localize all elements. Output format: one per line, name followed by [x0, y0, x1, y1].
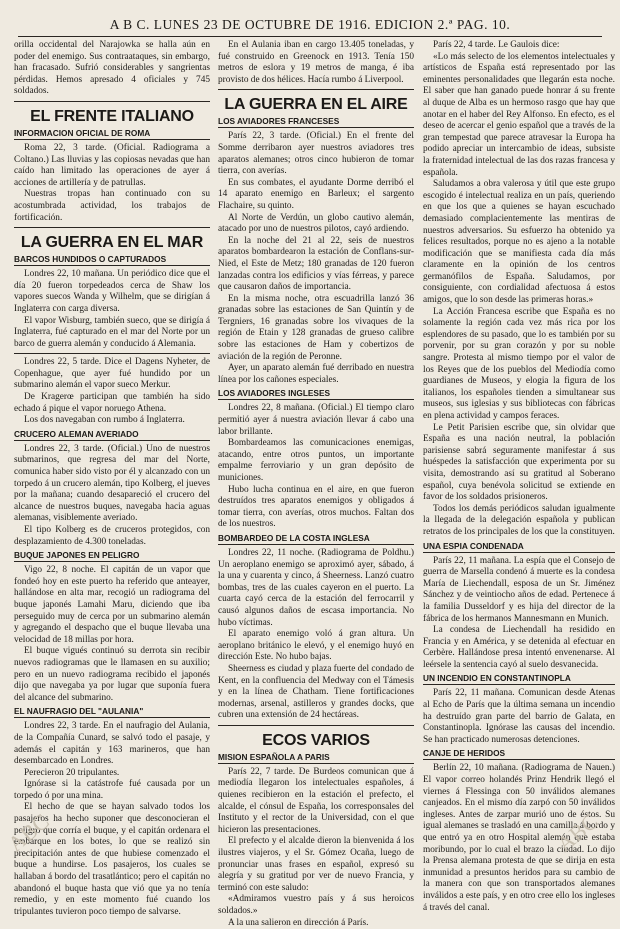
article-paragraph: Ayer, un aparato alemán fué derribado en nuestra línea por los cañones especiales.: [218, 363, 414, 385]
section-heading-guerra-mar: LA GUERRA EN EL MAR: [20, 234, 204, 252]
subheading: MISION ESPAÑOLA A PARIS: [218, 752, 414, 764]
article-paragraph: De Kragerœ participan que también ha sido echado á pique el vapor noruego Athena.: [14, 392, 210, 414]
column-3: [423, 40, 615, 913]
article-paragraph: Perecieron 20 tripulantes.: [24, 767, 120, 778]
article-paragraph: Ignórase si la catástrofe fué causada por un torpedo ó por una mina.: [14, 779, 210, 801]
subheading: EL NAUFRAGIO DEL "AULANIA": [14, 706, 210, 718]
article-paragraph: Bombardeamos las comunicaciones enemigas, atacando, entre otros puntos, un importante empalme ferroviario y un gran depósito de municiones.: [218, 438, 414, 483]
article-paragraph: «Lo más selecto de los elementos intelectuales y artísticos de España está representado por las eminentes personalidades que llegarán esta noche. El saber que han ganado puede honrar á su frente al duque de Alba es un hermoso rasgo que hay que anotar en el haber del Rey Alfonso. En efecto, es el deseo de acercar el genio español que a través de la gran tempestad que parece atravesar la Europa ha podido apreciar un intercambio de ideas, subsiste la fraternidad intelectual de las dos razas francesa y española.: [423, 51, 615, 178]
article-paragraph: Saludamos a obra valerosa y útil que este grupo escogido é intelectual realiza en un país, queriendo en que los que a quienes se hayan escuchado demasiado complacientemente las mentiras de nuestros adversarios. Su esfuerzo ha obtenido ya felices resultados, porque no es ajeno a la notable modificación que se manifiesta cada día más claramente en la opinión de los centros germanófilos de España. Saludamos, por consiguiente, con cordialidad afectuosa á estos amigos, que lo son desde las primeras horas.»: [423, 179, 615, 306]
article-paragraph: El vapor Wisburg, también sueco, que se dirigía á Inglaterra, fué capturado en el mar del Norte por un barco de guerra alemán y conducido á Alemania.: [14, 315, 210, 349]
article-paragraph: Londres 22, 3 tarde. (Oficial.) Uno de nuestros submarinos, que regresa del mar del Norte, comunica haber sido visto por él y alcanzado con un torpedo á un crucero alemán, tipo Kolberg, el jueves por la mañana; cuando desapareció el crucero del alcance de nuestros buques, navegaba hacia aguas alemanas, visiblemente averiado.: [14, 443, 210, 524]
article-paragraph: Londres 22, 11 noche. (Radiograma de Poldhu.) Un aeroplano enemigo se aproximó ayer, sábado, á la una y cuarenta y cinco, á Sheerness. Lanzó cuatro bombas, tres de las cuales cayeron en el puerto. La cuarta cayó cerca de la estación del ferrocarril y causó algunos daños de escasa importancia. No hubo víctimas.: [218, 547, 414, 628]
article-paragraph: Sheerness es ciudad y plaza fuerte del condado de Kent, en la confluencia del Medway con el Támesis y en la línea de Chatham. Tiene fortificaciones modernas, arsenal, astilleros y grandes docks, que cubren una extensión de 24 hectáreas.: [218, 663, 414, 721]
article-paragraph: Roma 22, 3 tarde. (Oficial. Radiograma a Coltano.) Las lluvias y las copiosas nevadas que han caído han limitado las operaciones de ayer á acciones de artillería y de patrullas.: [14, 142, 210, 188]
article-paragraph: En sus combates, el ayudante Dorme derribó el 14 aparato enemigo en Barleux; el sargento Flachaire, su quinto.: [218, 177, 414, 211]
article-paragraph: El aparato enemigo voló á gran altura. Un aeroplano británico le elevó, y el enemigo huyó en dirección Este. No hubo bajas.: [218, 629, 414, 663]
section-heading-guerra-aire: LA GUERRA EN EL AIRE: [224, 96, 408, 114]
article-paragraph: París 22, 7 tarde. De Burdeos comunican que á mediodía llegaron los intelectuales españoles, á quienes recibieron en la estación el prefecto, el alcalde, el cónsul de España, los corresponsales del Instituto y el rector de la Universidad, con el que hicieron las presentaciones.: [218, 766, 414, 835]
article-paragraph: París 22, 4 tarde. Le Gaulois dice:: [433, 40, 560, 50]
subheading: UN INCENDIO EN CONSTANTINOPLA: [423, 673, 615, 685]
article-paragraph: Londres 22, 3 tarde. En el naufragio del Aulania, de la Compañía Cunard, se salvó todo el pasaje, y además el capitán y 163 marineros, que han desembarcado en Londres.: [14, 721, 210, 767]
subheading: BARCOS HUNDIDOS O CAPTURADOS: [14, 254, 210, 266]
article-paragraph: «Admiramos vuestro país y á sus heroicos soldados.»: [218, 894, 414, 916]
article-paragraph: En el Aulania iban en cargo 13.405 toneladas, y fué construido en Greenock en 1913. Tenía 150 metros de eslora y 19 metros de manga, é iba provisto de dos hélices. Hacía rumbo á Liverpool.: [218, 40, 414, 85]
article-paragraph: Berlín 22, 10 mañana. (Radiograma de Nauen.) El vapor correo holandés Prinz Hendrik llegó el viernes á Flessinga con 50 inválidos alemanes canjeados. En el mismo día zarpó con 50 inválidos ingleses. Antes de zarpar murió uno de éstos. Su igual alemanes se trasladó en una camilla á bordo y que entró ya en otro Hospital alemán que estaba moribundo, por lo cual el brazo la ciudad. Lo dijo la Prensa alemana protesta de que se dirija en esta inmunidad a presuntos heridos para su cambio de la manera con que son transportados alemanes inválidos a este país, y en otro cree ello los ingleses á través del canal.: [423, 763, 615, 913]
divider: [14, 101, 210, 102]
article-paragraph: A la una salieron en dirección á París.: [228, 917, 369, 928]
column-1: [14, 40, 210, 917]
subheading: INFORMACION OFICIAL DE ROMA: [14, 128, 210, 140]
subheading: CANJE DE HERIDOS: [423, 748, 615, 760]
article-paragraph: La Acción Francesa escribe que España es no solamente la región cada vez más rica por los esplendores de su pasado, que lo es también por su porvenir, por su gran corazón y por su noble sangre. Protesta al mismo tiempo por el valor de los Reyes que de los pueblos del Mediodía como guardianes de Museos, y elogia la figura de los italianos, los españoles tienden a simultanear sus museos, sus iglesias y sus bibliotecas con fábricas en plena actividad y campos feraces.: [423, 306, 615, 421]
subheading: CRUCERO ALEMAN AVERIADO: [14, 429, 210, 441]
article-paragraph: Le Petit Parisien escribe que, sin olvidar que España es una nación neutral, la población parisiense sabrá seguramente manifestar á sus huéspedes la satisfacción que experimenta por su visita, demostrando así su gratitud al Soberano español, cuya benévola solicitud se extiende en favor de los soldados prisioneros.: [423, 422, 615, 503]
article-paragraph: La condesa de Liechendall ha residido en Francia y en América, y se detenida al efectuar en Cerbère. Hallándose presa intentó envenenarse. Al leérsele la sentencia cayó al suelo desvanecida.: [423, 625, 615, 670]
divider: [218, 725, 414, 726]
article-paragraph: Nuestras tropas han continuado con su acostumbrada actividad, los trabajos de fortificación.: [14, 189, 210, 223]
article-paragraph: orilla occidental del Narajowka se halla aún en poder del enemigo. Sus contraataques, sin embargo, han fracasado. Sufrió considerables y sangrientas pérdidas. Hemos apresado 4 oficiales y 745 soldados.: [14, 40, 210, 97]
article-paragraph: Londres 22, 5 tarde. Dice el Dagens Nyheter, de Copenhague, que ayer fué hundido por un submarino alemán el vapor sueco Merkur.: [14, 357, 210, 391]
page-masthead: A B C. LUNES 23 DE OCTUBRE DE 1916. EDICION 2.ª PAG. 10.: [18, 14, 602, 37]
article-paragraph: El prefecto y el alcalde dieron la bienvenida á los ilustres viajeros, y el Sr. Gómez Ocaña, luego de pronunciar unas frases en español, expresó su alegría y su gratitud por ver de nuevo Francia, y terminó con este saludo:: [218, 836, 414, 893]
article-paragraph: París 22, 11 mañana. Comunican desde Atenas al Echo de París que la última semana un incendio ha destruído gran parte del barrio de Galata, en Constantinopla. Ignórase las causas del incendio. Se han practicado numerosas detenciones.: [423, 688, 615, 745]
subheading: BUQUE JAPONES EN PELIGRO: [14, 550, 210, 562]
article-paragraph: Londres 22, 10 mañana. Un periódico dice que el día 20 fueron torpedeados cerca de Shaw los vapores suecos Wanda y Wilhelm, que se dirigían á Inglaterra con carga diversa.: [14, 269, 210, 314]
watermark-right: ABC: [551, 808, 603, 857]
section-heading-frente-italiano: EL FRENTE ITALIANO: [30, 107, 194, 125]
article-paragraph: El hecho de que se hayan salvado todos los pasajeros ha hecho suponer que desconocieran el peligro que corría el buque, y el capitán ordenara el embarque en los botes, lo que se realizó sin precipitación antes de que hubiese comenzado el buque a hundirse. Los pasajeros, los cuales se hallaban á bordo del trasatlántico; pero el capitán no abandonó el buque hasta que vió que ya no tenía remedio, y en este momento fué cuando los tripulantes tuvieron poco tiempo de salvarse.: [14, 802, 210, 917]
subheading: BOMBARDEO DE LA COSTA INGLESA: [218, 533, 414, 545]
article-paragraph: Hubo lucha continua en el aire, en que fueron destruídos tres aparatos enemigos y obligados á tomar tierra, con averías, otros muchos. Faltan dos de los nuestros.: [218, 484, 414, 530]
article-paragraph: Al Norte de Verdún, un globo cautivo alemán, atacado por uno de nuestros pilotos, cayó ardiendo.: [218, 212, 414, 235]
article-paragraph: En la misma noche, otra escuadrilla lanzó 36 granadas sobre las estaciones de San Quintín y de Tergniers, 16 granadas sobre los vivaques de la región de Etain y 128 granadas de grueso calibre sobre las estaciones de Ham y cobertizos de aviación de la región de Peronne.: [218, 293, 414, 362]
subheading: LOS AVIADORES INGLESES: [218, 388, 414, 400]
article-paragraph: El buque vigués continuó su derrota sin recibir nuevos radiogramas que le llamasen en su auxilio; pero en un nuevo radiograma recibido el japonés dijo que navegaba ya por lugar que suponía fuera del alcance del submarino.: [14, 646, 210, 703]
column-2: [218, 40, 414, 928]
divider: [14, 227, 210, 228]
article-paragraph: En la noche del 21 al 22, seis de nuestros aparatos bombardearon la estación de Conflans-sur-Nied, el Este de Metz; 180 granadas de 120 fueron lanzadas contra los edificios y vías férreas, y parece que causaron daños de importancia.: [218, 235, 414, 293]
article-paragraph: Los dos navegaban con rumbo á Inglaterra.: [24, 415, 185, 426]
article-paragraph: Londres 22, 8 mañana. (Oficial.) El tiempo claro permitió ayer á nuestra aviación llevar á cabo una labor brillante.: [218, 403, 414, 437]
article-paragraph: Todos los demás periódicos saludan igualmente la llegada de la delegación española y publican retratos de los principales de los que la constituyen.: [423, 503, 615, 537]
article-paragraph: Vigo 22, 8 noche. El capitán de un vapor que fondeó hoy en este puerto ha referido que anteayer, hallándose en alta mar, recogió un radiograma del buque japonés Lamahi Maru, diciendo que iba perseguido muy de cerca por un submarino alemán y agregando el despacho que el buque llevaba una velocidad de 18 millas por hora.: [14, 565, 210, 645]
watermark-left: ABC: [2, 808, 54, 857]
article-paragraph: París 22, 3 tarde. (Oficial.) En el frente del Somme derribaron ayer nuestros aviadores tres aparatos alemanes; otros cinco hubieron de tomar tierra, con averías.: [218, 131, 414, 177]
article-paragraph: El tipo Kolberg es de cruceros protegidos, con desplazamiento de 4.300 toneladas.: [14, 525, 210, 547]
article-paragraph: París 22, 11 mañana. La espía que el Consejo de guerra de Marsella condenó á muerte es la condesa María de Liechendall, esposa de un Sr. Jiménez Sánchez y de veintiocho años de edad. Pertenece á la familia Dusseldorf y es hija del director de la fábrica de los hermanos Mannesmann en Munich.: [423, 555, 615, 624]
divider: [14, 353, 210, 354]
divider: [218, 89, 414, 90]
section-heading-ecos-varios: ECOS VARIOS: [262, 731, 370, 749]
subheading: LOS AVIADORES FRANCESES: [218, 116, 414, 128]
subheading: UNA ESPIA CONDENADA: [423, 541, 615, 553]
